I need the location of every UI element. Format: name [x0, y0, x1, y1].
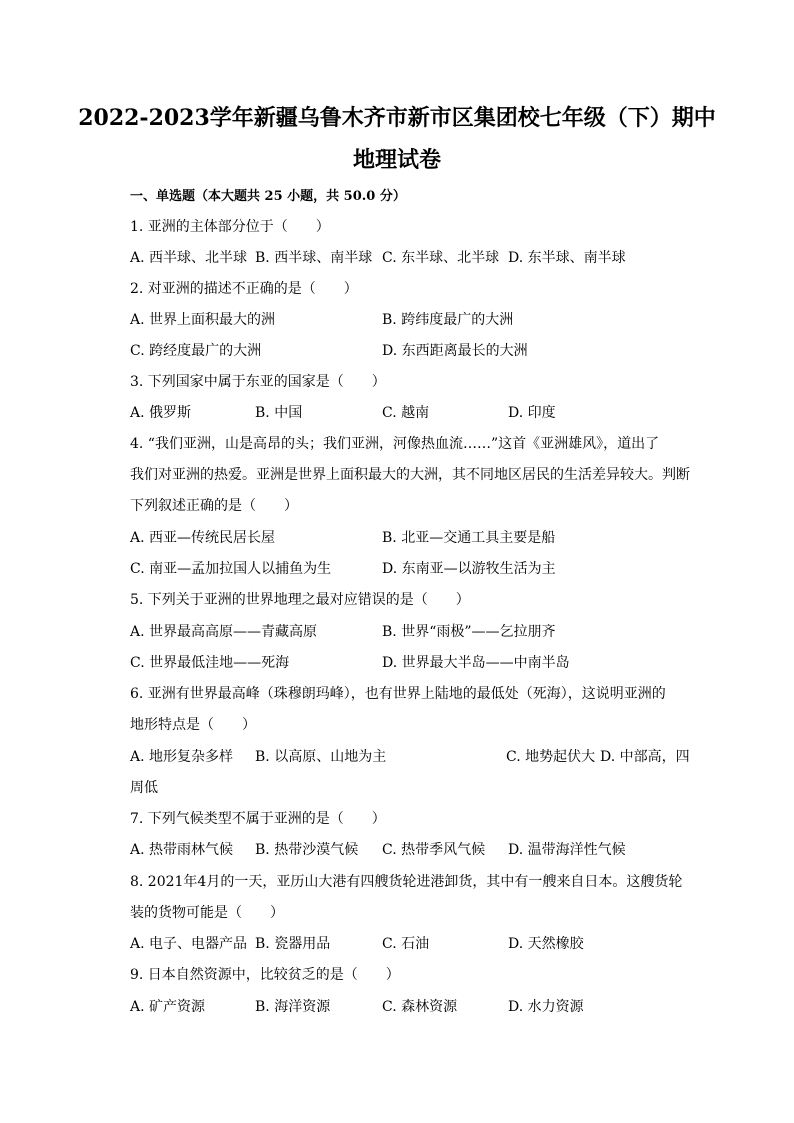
question-1-option-d: D. 东半球、南半球 [508, 250, 626, 266]
question-4-stem-line-2: 我们对亚洲的热爱。亚洲是世界上面积最大的大洲，其不同地区居民的生活差异较大。判断 [130, 467, 690, 483]
question-3-stem: 3. 下列国家中属于东亚的国家是（ ） [130, 374, 386, 390]
question-4-option-a: A. 西亚—传统民居长屋 [130, 530, 276, 546]
question-6-option-a: A. 地形复杂多样 [130, 749, 234, 765]
question-8-option-c: C. 石油 [382, 936, 430, 952]
question-3-option-b: B. 中国 [255, 405, 303, 421]
question-4-stem-line-1: 4. “我们亚洲，山是高昂的头；我们亚洲，河像热血流……”这首《亚洲雄风》，道出了 [130, 436, 660, 452]
question-2-option-b: B. 跨纬度最广的大洲 [382, 312, 514, 328]
question-1-option-c: C. 东半球、北半球 [382, 250, 500, 266]
question-9-stem: 9. 日本自然资源中，比较贫乏的是（ ） [130, 967, 400, 983]
question-7-option-d: D. 温带海洋性气候 [508, 842, 626, 858]
question-4-option-b: B. 北亚—交通工具主要是船 [382, 530, 556, 546]
question-9-option-d: D. 水力资源 [508, 999, 584, 1015]
question-3-option-a: A. 俄罗斯 [130, 405, 192, 421]
question-6-stem-line-2: 地形特点是（ ） [130, 717, 256, 733]
question-7-stem: 7. 下列气候类型不属于亚洲的是（ ） [130, 811, 386, 827]
question-8-option-a: A. 电子、电器产品 [130, 936, 248, 952]
question-8-option-b: B. 瓷器用品 [255, 936, 331, 952]
question-7-option-c: C. 热带季风气候 [382, 842, 486, 858]
question-2-option-a: A. 世界上面积最大的洲 [130, 312, 276, 328]
question-5-option-c: C. 世界最低洼地——死海 [130, 655, 290, 671]
question-4-stem-line-3: 下列叙述正确的是（ ） [130, 498, 298, 514]
question-6-option-c: C. 地势起伏大 [506, 749, 596, 765]
question-3-option-d: D. 印度 [508, 405, 556, 421]
question-8-option-d: D. 天然橡胶 [508, 936, 584, 952]
exam-title-line2: 地理试卷 [352, 147, 441, 173]
question-9-option-a: A. 矿产资源 [130, 999, 206, 1015]
question-1-stem: 1. 亚洲的主体部分位于（ ） [130, 219, 330, 235]
question-4-option-d: D. 东南亚—以游牧生活为主 [382, 561, 556, 577]
question-2-option-d: D. 东西距离最长的大洲 [382, 343, 528, 359]
exam-title-line1: 2022-2023学年新疆乌鲁木齐市新市区集团校七年级（下）期中 [78, 105, 716, 131]
question-9-option-c: C. 森林资源 [382, 999, 458, 1015]
question-1-option-b: B. 西半球、南半球 [255, 250, 373, 266]
question-5-option-d: D. 世界最大半岛——中南半岛 [382, 655, 570, 671]
question-6-option-b: B. 以高原、山地为主 [255, 749, 387, 765]
question-5-option-a: A. 世界最高高原——青藏高原 [130, 624, 318, 640]
question-5-stem: 5. 下列关于亚洲的世界地理之最对应错误的是（ ） [130, 592, 470, 608]
question-2-stem: 2. 对亚洲的描述不正确的是（ ） [130, 281, 358, 297]
question-1-option-a: A. 西半球、北半球 [130, 250, 248, 266]
question-6-option-d-wrap: 周低 [130, 780, 158, 796]
question-6-option-d: D. 中部高，四 [600, 749, 690, 765]
question-7-option-a: A. 热带雨林气候 [130, 842, 234, 858]
question-8-stem-line-1: 8. 2021年4月的一天，亚历山大港有四艘货轮进港卸货，其中有一艘来自日本。这艘货轮 [130, 874, 683, 890]
question-5-option-b: B. 世界“雨极”——乞拉朋齐 [382, 624, 556, 640]
question-4-option-c: C. 南亚—孟加拉国人以捕鱼为生 [130, 561, 332, 577]
section-heading: 一、单选题（本大题共 25 小题，共 50.0 分） [130, 189, 406, 204]
question-2-option-c: C. 跨经度最广的大洲 [130, 343, 262, 359]
question-9-option-b: B. 海洋资源 [255, 999, 331, 1015]
question-7-option-b: B. 热带沙漠气候 [255, 842, 359, 858]
question-6-stem-line-1: 6. 亚洲有世界最高峰（珠穆朗玛峰），也有世界上陆地的最低处（死海），这说明亚洲的 [130, 686, 666, 702]
question-3-option-c: C. 越南 [382, 405, 430, 421]
question-8-stem-line-2: 装的货物可能是（ ） [130, 905, 284, 921]
